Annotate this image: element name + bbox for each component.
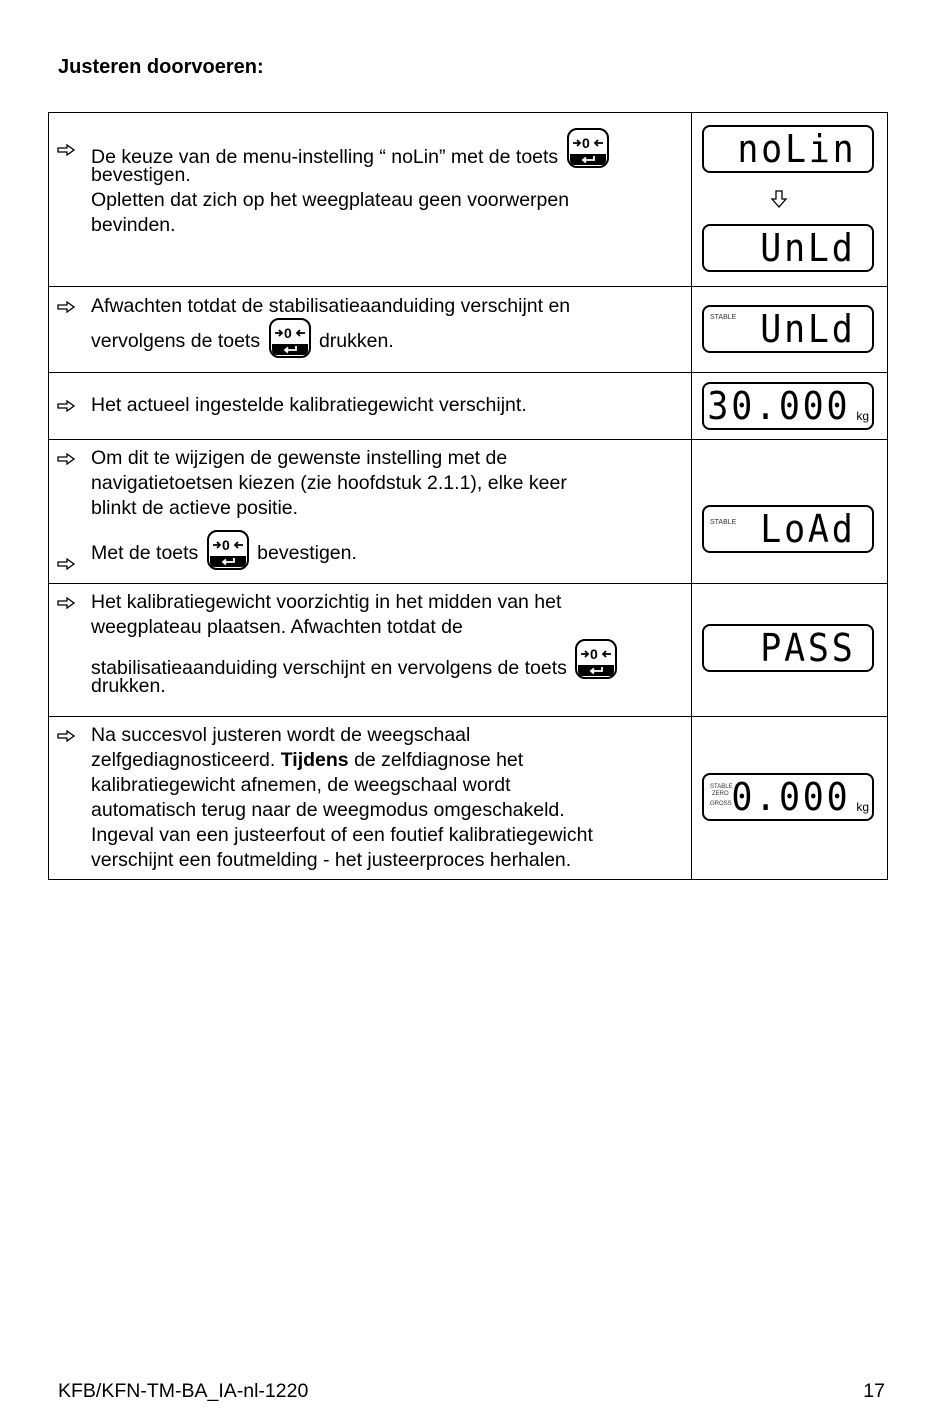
step-text: Het actueel ingestelde kalibratiegewicht verschijnt. <box>91 394 527 416</box>
stable-indicator: STABLE <box>710 784 733 790</box>
tare-enter-key-icon <box>574 638 618 680</box>
hollow-arrow-icon <box>57 137 79 162</box>
hollow-arrow-icon <box>57 446 79 471</box>
tare-enter-key-icon <box>268 317 312 359</box>
lcd-display <box>702 505 874 553</box>
step-text: Na succesvol justeren wordt de weegschaal <box>91 724 471 746</box>
hollow-arrow-icon <box>57 723 79 748</box>
display-value: UnLd <box>760 307 856 351</box>
step-text: navigatietoetsen kiezen (zie hoofdstuk 2.1.1), elke keer <box>91 472 567 494</box>
step-text: stabilisatieaanduiding verschijnt en vervolgens de toets <box>91 657 567 680</box>
display-value: 0.000 <box>730 775 850 819</box>
step-text: vervolgens de toets <box>91 330 261 353</box>
stable-indicator: STABLE <box>710 314 737 321</box>
lcd-display <box>702 382 874 430</box>
stable-indicator: STABLE <box>710 519 737 526</box>
hollow-arrow-icon <box>57 294 79 319</box>
display-value: LoAd <box>760 507 856 551</box>
lcd-display <box>702 125 874 173</box>
step-text: automatisch terug naar de weegmodus omgeschakeld. <box>91 799 565 821</box>
table-row <box>49 440 888 584</box>
page-number: 17 <box>863 1380 885 1402</box>
step-text: verschijnt een foutmelding - het justeerproces herhalen. <box>91 849 572 871</box>
svg-text:0: 0 <box>590 646 599 662</box>
step-text: zelfgediagnosticeerd. <box>91 749 276 771</box>
step-text: De keuze van de menu-instelling “ noLin” met de toets <box>91 146 559 169</box>
svg-text:0: 0 <box>581 135 590 151</box>
unit-label: kg <box>856 800 869 814</box>
section-heading: Justeren doorvoeren: <box>58 56 264 78</box>
table-row <box>49 287 888 373</box>
lcd-display <box>702 224 874 272</box>
procedure-table <box>48 112 888 880</box>
step-text: de zelfdiagnose het <box>354 749 524 771</box>
step-text: Met de toets <box>91 542 199 565</box>
step-text-cell <box>49 113 692 287</box>
svg-text:0: 0 <box>283 325 292 341</box>
step-text: weegplateau plaatsen. Afwachten totdat de <box>91 616 463 638</box>
lcd-display <box>702 305 874 353</box>
display-cell <box>692 584 888 717</box>
step-text: Het kalibratiegewicht voorzichtig in het midden van het <box>91 591 562 613</box>
display-cell <box>692 287 888 373</box>
display-cell <box>692 440 888 584</box>
step-text: Opletten dat zich op het weegplateau geen voorwerpen <box>91 189 570 211</box>
unit-label: kg <box>856 409 869 423</box>
hollow-arrow-icon <box>57 590 79 615</box>
lcd-display <box>702 624 874 672</box>
step-text: Om dit te wijzigen de gewenste instelling met de <box>91 447 508 469</box>
step-text: drukken. <box>91 675 166 697</box>
step-text-cell <box>49 717 692 880</box>
step-text: Afwachten totdat de stabilisatieaanduiding verschijnt en <box>91 295 571 317</box>
step-text-bold: Tijdens <box>280 749 349 771</box>
svg-text:0: 0 <box>221 537 230 553</box>
tare-enter-key-icon <box>206 529 250 571</box>
table-row <box>49 373 888 440</box>
step-text: bevinden. <box>91 214 176 236</box>
step-text-cell <box>49 440 692 584</box>
step-text: bevestigen. <box>257 542 357 565</box>
step-text: kalibratiegewicht afnemen, de weegschaal wordt <box>91 774 511 796</box>
display-cell <box>692 717 888 880</box>
tare-enter-key-icon <box>566 127 610 169</box>
step-text-cell <box>49 584 692 717</box>
step-text-cell <box>49 287 692 373</box>
table-row <box>49 717 888 880</box>
step-text: drukken. <box>318 330 394 353</box>
display-cell <box>692 373 888 440</box>
document-code: KFB/KFN-TM-BA_IA-nl-1220 <box>58 1380 309 1402</box>
display-value: PASS <box>760 626 856 670</box>
hollow-arrow-icon <box>57 551 79 576</box>
table-row <box>49 113 888 287</box>
display-cell <box>692 113 888 287</box>
step-text: blinkt de actieve positie. <box>91 497 299 519</box>
display-value: 30.000 <box>707 384 850 428</box>
step-text-cell <box>49 373 692 440</box>
step-text: Ingeval van een justeerfout of een foutief kalibratiegewicht <box>91 824 593 846</box>
display-value: noLin <box>736 127 856 171</box>
hollow-arrow-icon <box>57 393 79 418</box>
table-row <box>49 584 888 717</box>
step-text: bevestigen. <box>91 164 191 186</box>
hollow-down-arrow-icon <box>770 190 788 208</box>
display-value: UnLd <box>760 226 856 270</box>
lcd-display <box>702 773 874 821</box>
zero-indicator: ZERO <box>712 791 729 797</box>
gross-indicator: GROSS <box>710 801 732 807</box>
